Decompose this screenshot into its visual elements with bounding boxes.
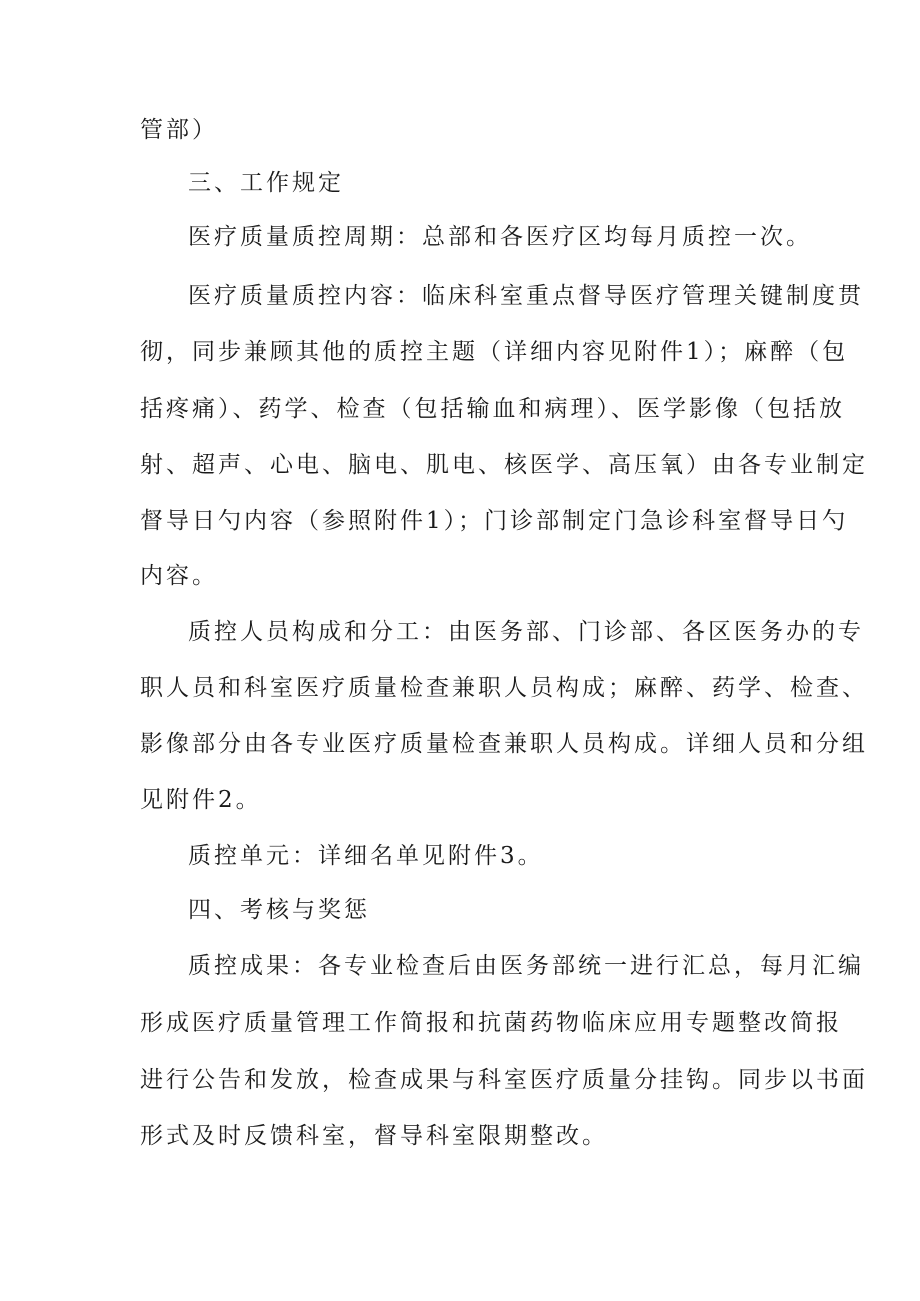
text-line: 形成医疗质量管理工作简报和抗菌药物临床应用专题整改简报 (140, 1010, 842, 1036)
text-line: 质控单元：详细名单见附件3。 (188, 843, 544, 869)
text-line: 见附件2。 (140, 787, 262, 813)
text-line: 质控成果：各专业检查后由医务部统一进行汇总，每月汇编 (188, 953, 864, 979)
text-line: 括疼痛）、药学、检查（包括输血和病理）、医学影像（包括放 (140, 396, 845, 422)
text-line: 彻，同步兼顾其他的质控主题（详细内容见附件1）；麻醉（包 (140, 339, 849, 365)
text-line: 医疗质量质控内容：临床科室重点督导医疗管理关键制度贯 (188, 283, 864, 309)
text-line: 督导日勺内容（参照附件1）；门诊部制定门急诊科室督导日勺 (140, 508, 849, 534)
section-heading: 三、工作规定 (188, 170, 344, 196)
text-line: 进行公告和发放，检查成果与科室医疗质量分挂钩。同步以书面 (140, 1067, 868, 1093)
text-line: 管部） (140, 117, 218, 143)
text-line: 医疗质量质控周期：总部和各医疗区均每月质控一次。 (188, 224, 812, 250)
text-line: 射、超声、心电、脑电、肌电、核医学、高压氧）由各专业制定 (140, 452, 868, 478)
text-line: 形式及时反馈科室，督导科室限期整改。 (140, 1123, 608, 1149)
text-line: 影像部分由各专业医疗质量检查兼职人员构成。详细人员和分组 (140, 731, 868, 757)
text-line: 内容。 (140, 563, 218, 589)
text-line: 职人员和科室医疗质量检查兼职人员构成；麻醉、药学、检查、 (140, 675, 868, 701)
section-heading: 四、考核与奖惩 (188, 897, 370, 923)
text-line: 质控人员构成和分工：由医务部、门诊部、各区医务办的专 (188, 619, 864, 645)
